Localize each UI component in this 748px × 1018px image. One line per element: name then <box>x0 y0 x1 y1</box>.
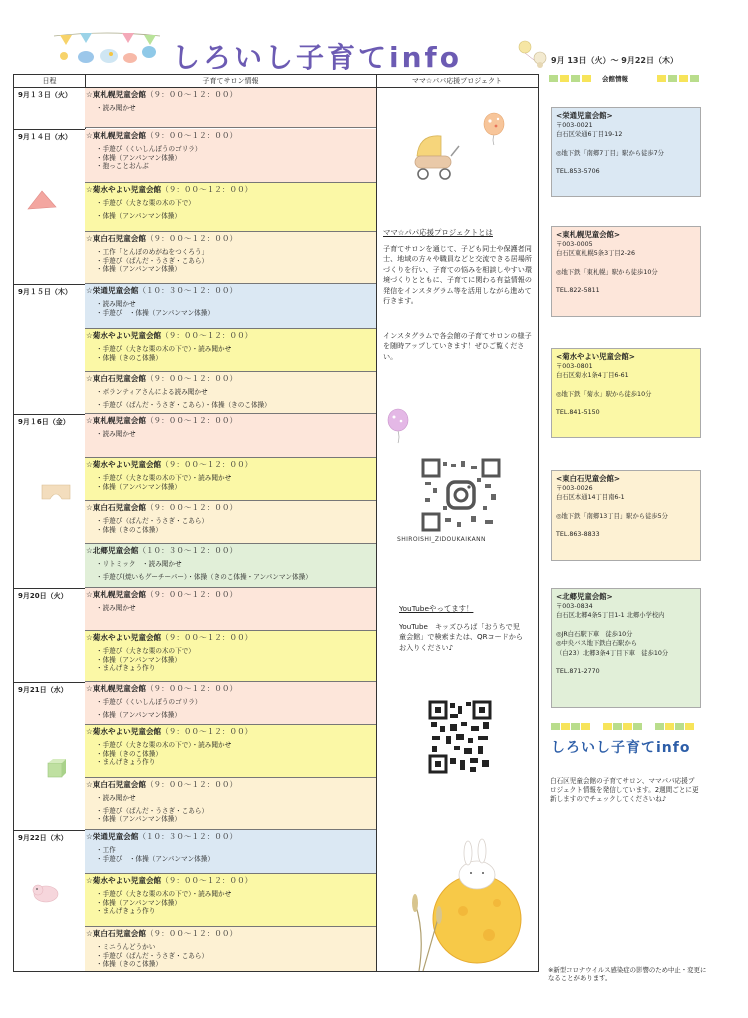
session-time: （９：００～１２：００） <box>145 780 238 789</box>
kaikan-access: ◎中央バス地下鉄白石駅から <box>556 640 638 647</box>
activity-line: ・手遊び ・体操（アンパンマン体操） <box>96 308 214 317</box>
project-column <box>377 88 538 971</box>
activity-line: ・体操（アンパンマン体操） <box>96 482 181 491</box>
youtube-description: YouTube キッズひろば「おうちで児童会館」で検索または、QRコードからお入りください♪ <box>399 622 524 652</box>
session-time: （９：００～１２：００） <box>161 876 253 885</box>
salon-block <box>85 458 376 501</box>
kaikan-access: ◎地下鉄「南郷7丁目」駅から徒歩7分 <box>556 149 664 157</box>
activity-line: ・手遊び（ぱんだ・うさぎ・こあら） <box>96 256 209 265</box>
activity-line: ・手遊び（大きな栗の木の下で） <box>96 199 195 207</box>
project-title: ママ☆パパ応援プロジェクトとは <box>383 228 493 237</box>
instagram-notice: インスタグラムで各会館の子育てサロンの様子を随時アップしていきます！ぜひご覧ください。 <box>383 331 532 361</box>
chick-toy-icon <box>30 881 60 903</box>
session-time: （１０：３０～１２：００） <box>138 546 238 555</box>
session-time: （９：００～１２：００） <box>161 633 253 642</box>
bear-balloon-icon <box>516 38 550 68</box>
kaikan-name: ☆栄通児童会館 <box>86 832 139 841</box>
activity-line: ・体操（きのこ体操） <box>96 960 162 969</box>
kaikan-card <box>551 107 701 197</box>
activity-line: ・体操（きのこ体操） <box>96 749 162 758</box>
kaikan-address: 白石区東札幌5条3丁目2-26 <box>556 250 635 257</box>
kaikan-access: ◎地下鉄「東札幌」駅から徒歩10分 <box>556 268 658 276</box>
arch-block-icon <box>40 479 72 501</box>
activity-line: ・工作「とんぼのめがねをつくろう」 <box>96 248 209 256</box>
session-time: （９：００～１２：００） <box>161 185 253 194</box>
stroller-icon <box>407 128 463 184</box>
kaikan-access: ◎JR白石駅下車 徒歩10分 <box>556 630 633 638</box>
kaikan-name: ☆東札幌児童会館 <box>86 90 146 99</box>
kaikan-access: ◎地下鉄「菊水」駅から徒歩10分 <box>556 390 652 398</box>
kaikan-access: ◎地下鉄「南郷13丁目」駅から徒歩5分 <box>556 512 668 520</box>
activity-line: ・抱っことおんぶ <box>96 162 149 171</box>
day-label: 9月１４日（水） <box>18 133 72 141</box>
kaikan-card-name: <東白石児童会館> <box>556 474 621 483</box>
kaikan-card-name: <菊水やよい児童会館> <box>556 352 635 361</box>
kaikan-card-name: <北郷児童会館> <box>556 592 613 601</box>
kaikan-card <box>551 226 701 317</box>
kaikan-name: ☆東白石児童会館 <box>86 374 146 383</box>
session-time: （９：００～１２：００） <box>145 416 238 425</box>
day-label: 9月１５日（木） <box>18 288 72 296</box>
activity-line: ・手遊び（大きな栗の木の下で）・読み聞かせ <box>96 890 232 898</box>
schedule-table <box>13 74 539 972</box>
kaikan-name: ☆東白石児童会館 <box>86 234 146 243</box>
activity-line: ・読み聞かせ <box>96 104 136 112</box>
footer-decoration <box>551 722 699 732</box>
salon-block <box>85 329 376 372</box>
session-time: （９：００～１２：００） <box>145 929 238 938</box>
kaikan-postal: 〒003-0021 <box>556 121 593 129</box>
kaikan-name: ☆菊水やよい児童会館 <box>86 331 162 340</box>
activity-line: ・読み聞かせ <box>96 604 136 612</box>
kaikan-tel: TEL.822-5811 <box>556 287 600 294</box>
activity-line: ・手遊び（くいしんぼうのゴリラ） <box>96 698 202 706</box>
instagram-id: SHIROISHI_ZIDOUKAIKANN <box>397 536 486 543</box>
salon-block <box>85 129 376 183</box>
youtube-title: YouTubeやってます！ <box>399 604 474 613</box>
salon-block <box>85 232 376 284</box>
activity-line: ・手遊び（ぱんだ・うさぎ・こあら） <box>96 806 209 815</box>
kaikan-name: ☆東札幌児童会館 <box>86 684 146 693</box>
activity-line: ・手遊び(焼いもグーチーパー）・体操（きのこ体操・アンパンマン体操） <box>96 572 312 581</box>
kaikan-info-label: 会館情報 <box>602 75 628 83</box>
salon-block <box>85 372 376 414</box>
footer-description: 白石区児童会館の子育てサロン、ママパパ応援プロジェクト情報を発信しています。2週間ごとに更新しますのでチェックしてくださいね♪ <box>550 777 699 803</box>
day-label: 9月22日（木） <box>18 834 68 842</box>
session-time: （９：００～１２：００） <box>145 684 238 693</box>
kaikan-card-name: <東札幌児童会館> <box>556 230 621 239</box>
page-title: しろいし子育てinfo <box>172 41 462 74</box>
kaikan-access: （白23）北郷3条4丁目下車 徒歩10分 <box>556 649 669 657</box>
kaikan-address: 白石区栄通6丁目19-12 <box>556 131 623 138</box>
activity-line: ・手遊び（大きな栗の木の下で）・読み聞かせ <box>96 345 232 353</box>
day-label: 9月21日（水） <box>18 686 68 694</box>
kaikan-name: ☆東札幌児童会館 <box>86 590 146 599</box>
kaikan-card <box>551 470 701 561</box>
kaikan-name: ☆菊水やよい児童会館 <box>86 727 162 736</box>
covid-notice: ※新型コロナウイルス感染症の影響のため中止・変更になることがあります。 <box>548 966 707 983</box>
activity-line: ・体操（アンパンマン体操） <box>96 211 181 220</box>
activity-line: ・手遊び（くいしんぼうのゴリラ） <box>96 145 202 153</box>
date-range: 9月 13日（火）～ 9月22日（木） <box>551 56 678 65</box>
youtube-qr-code <box>428 700 492 774</box>
activity-line: ・体操（アンパンマン体操） <box>96 265 181 274</box>
kaikan-name: ☆菊水やよい児童会館 <box>86 185 162 194</box>
kaikan-postal: 〒003-0026 <box>556 484 593 492</box>
kaikan-name: ☆東札幌児童会館 <box>86 131 146 140</box>
kaikan-card <box>551 348 701 438</box>
kaikan-name: ☆北郷児童会館 <box>86 546 139 555</box>
activity-line: ・手遊び（ぱんだ・うさぎ・こあら） <box>96 517 209 525</box>
kaikan-card <box>551 588 701 708</box>
day-label: 9月１6日（金） <box>18 418 70 426</box>
salon-block <box>85 88 376 128</box>
kaikan-name: ☆菊水やよい児童会館 <box>86 633 162 642</box>
session-time: （９：００～１２：００） <box>145 374 238 383</box>
session-time: （９：００～１２：００） <box>145 90 238 99</box>
session-time: （９：００～１２：００） <box>161 727 253 736</box>
activity-line: ・体操（アンパンマン体操） <box>96 153 181 162</box>
instagram-qr-code <box>421 458 501 532</box>
activity-line: ・手遊び（大きな栗の木の下で） <box>96 647 195 655</box>
activity-line: ・まんげきょう作り <box>96 907 156 916</box>
footer-brand-logo: しろいし子育てinfo <box>551 740 691 756</box>
activity-line: ・手遊び（大きな栗の木の下で）・読み聞かせ <box>96 474 232 482</box>
activity-line: ・手遊び（大きな栗の木の下で）・読み聞かせ <box>96 741 232 749</box>
balloon-icon <box>481 112 507 146</box>
activity-line: ・体操（アンパンマン体操） <box>96 815 181 824</box>
activity-line: ・体操（アンパンマン体操） <box>96 710 181 719</box>
activity-line: ・まんげきょう作り <box>96 758 156 767</box>
session-time: （９：００～１２：００） <box>145 503 238 512</box>
kaikan-info-heading <box>549 74 700 84</box>
salon-block <box>85 284 376 329</box>
project-description: 子育てサロンを通じて、子ども同士や保護者同士、地域の方々や職員などと交流できる居場所づくりを行い、子育ての悩みを相談しやすい環境づくりとともに、子育てに関わる有益情報の発信をインスタグラム等を活用しながら進めて行きます。 <box>383 244 532 306</box>
kaikan-tel: TEL.841-5150 <box>556 409 600 416</box>
salon-block <box>85 544 376 588</box>
kaikan-name: ☆菊水やよい児童会館 <box>86 460 162 469</box>
salon-block <box>85 830 376 874</box>
activity-line: ・工作 <box>96 846 116 854</box>
kaikan-name: ☆東白石児童会館 <box>86 503 146 512</box>
activity-line: ・まんげきょう作り <box>96 664 156 673</box>
salon-block <box>85 414 376 458</box>
rabbit-moon-icon <box>405 823 529 971</box>
session-time: （９：００～１２：００） <box>145 234 238 243</box>
column-header-project: ママ☆パパ応援プロジェクト <box>376 75 538 88</box>
activity-line: ・読み聞かせ <box>96 794 136 802</box>
kaikan-name: ☆東札幌児童会館 <box>86 416 146 425</box>
kaikan-address: 白石区本通14丁目南6-1 <box>556 494 625 501</box>
salon-block <box>85 631 376 682</box>
salon-block <box>85 588 376 631</box>
kaikan-address: 白石区北郷4条5丁目1-1 北郷小学校内 <box>556 612 665 619</box>
cube-block-icon <box>46 757 68 779</box>
kaikan-tel: TEL.871-2770 <box>556 668 600 675</box>
session-time: （９：００～１２：００） <box>161 331 253 340</box>
activity-line: ・読み聞かせ <box>96 300 136 308</box>
salon-block <box>85 927 376 971</box>
activity-line: ・体操（アンパンマン体操） <box>96 898 181 907</box>
kaikan-name: ☆栄通児童会館 <box>86 286 139 295</box>
activity-line: ・体操（アンパンマン体操） <box>96 655 181 664</box>
triangle-block-icon <box>26 187 58 213</box>
kaikan-name: ☆東白石児童会館 <box>86 780 146 789</box>
kaikan-name: ☆菊水やよい児童会館 <box>86 876 162 885</box>
kaikan-postal: 〒003-0801 <box>556 362 593 370</box>
balloon-icon <box>385 408 411 444</box>
activity-line: ・体操（きのこ体操） <box>96 525 162 534</box>
session-time: （９：００～１２：００） <box>145 131 238 140</box>
activity-line: ・体操（きのこ体操） <box>96 353 162 362</box>
kaikan-address: 白石区菊水1条4丁目6-61 <box>556 372 629 379</box>
page-header <box>0 0 748 72</box>
kaikan-tel: TEL.863-8833 <box>556 531 600 538</box>
session-time: （９：００～１２：００） <box>145 590 238 599</box>
bunting-animals-icon <box>52 30 162 66</box>
salon-block <box>85 183 376 232</box>
column-header-salon: 子育てサロン情報 <box>85 75 376 88</box>
salon-block <box>85 725 376 778</box>
activity-line: ・読み聞かせ <box>96 430 136 438</box>
column-header-date: 日程 <box>14 75 85 88</box>
kaikan-name: ☆東白石児童会館 <box>86 929 146 938</box>
kaikan-postal: 〒003-0005 <box>556 240 593 248</box>
salon-block <box>85 501 376 544</box>
day-label: 9月１３日（火） <box>18 91 72 99</box>
kaikan-card-name: <栄通児童会館> <box>556 111 613 120</box>
salon-block <box>85 778 376 830</box>
activity-line: ・ボランティアさんによる読み聞かせ <box>96 388 208 396</box>
activity-line: ・手遊び（ぱんだ・うさぎ・こあら） <box>96 951 209 960</box>
salon-block <box>85 874 376 927</box>
kaikan-tel: TEL.853-5706 <box>556 168 600 175</box>
kaikan-postal: 〒003-0834 <box>556 602 593 610</box>
activity-line: ・ミニうんどうかい <box>96 943 156 951</box>
session-time: （９：００～１２：００） <box>161 460 253 469</box>
salon-block <box>85 682 376 725</box>
session-time: （１０：３０～１２：００） <box>138 286 238 295</box>
day-label: 9月20日（火） <box>18 592 68 600</box>
session-time: （１０：３０～１２：００） <box>138 832 238 841</box>
activity-line: ・リトミック ・読み聞かせ <box>96 560 182 568</box>
activity-line: ・手遊び（ぱんだ・うさぎ・こあら）・体操（きのこ体操） <box>96 400 271 409</box>
activity-line: ・手遊び ・体操（アンパンマン体操） <box>96 854 214 863</box>
